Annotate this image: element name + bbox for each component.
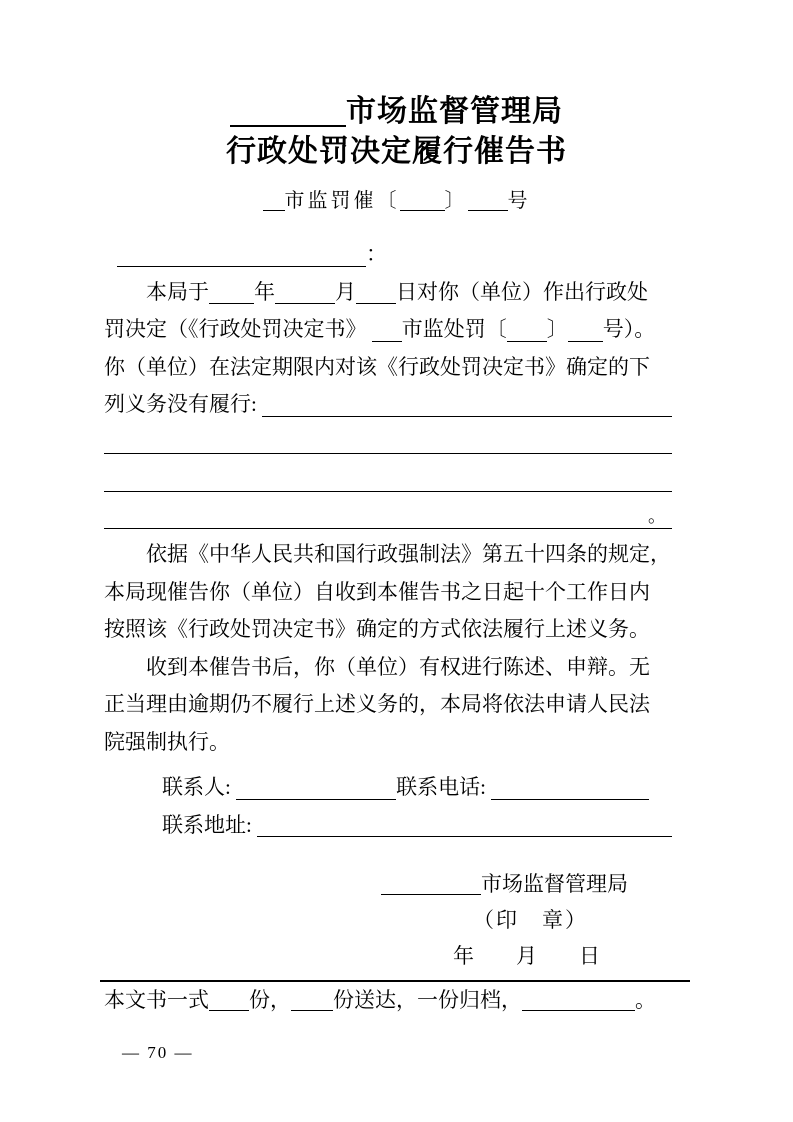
text-segment: 市场监督管理局 <box>481 872 628 896</box>
text-line <box>104 274 672 312</box>
text-segment: 罚决定（《行政处罚决定书》 <box>104 317 372 341</box>
paragraph-penalty-decision <box>104 274 672 424</box>
text-line <box>104 574 672 612</box>
paragraph-indent <box>104 649 146 687</box>
document-body <box>104 236 672 1064</box>
title-line-doc-type <box>0 132 793 172</box>
text-segment: 收到本催告书后，你（单位）有权进行陈述、申辩。无 <box>146 654 650 679</box>
text-segment: 联系人: <box>162 775 237 799</box>
paragraph-indent <box>104 274 146 312</box>
addressee-salutation <box>104 236 672 274</box>
text-line <box>104 424 672 462</box>
paragraph-indent <box>104 536 146 574</box>
text-segment: 月 <box>335 279 356 304</box>
fill-in-blank[interactable] <box>263 188 285 211</box>
fill-in-blank[interactable] <box>522 984 635 1011</box>
fill-in-blank[interactable] <box>507 311 547 342</box>
fill-in-blank[interactable] <box>104 424 672 455</box>
fill-in-blank[interactable] <box>236 769 396 800</box>
fill-in-blank[interactable] <box>104 499 672 530</box>
text-segment: 联系地址: <box>162 812 258 837</box>
text-line <box>104 984 672 1016</box>
text-line <box>104 499 672 537</box>
text-line <box>162 807 672 845</box>
text-line <box>104 311 672 349</box>
text-segment: 列义务没有履行: <box>104 392 263 416</box>
text-segment: 份送达，一份归档， <box>333 988 522 1012</box>
text-segment: 〕 <box>444 190 468 212</box>
text-line <box>104 386 672 424</box>
fill-in-blank[interactable] <box>381 866 481 895</box>
text-line <box>104 724 672 762</box>
paragraph-rights-notice <box>104 649 672 762</box>
fill-in-blank[interactable] <box>117 236 366 267</box>
fill-in-blank[interactable] <box>291 984 333 1011</box>
text-segment: 本局现催告你（单位）自收到本催告书之日起十个工作日内 <box>104 579 650 604</box>
fill-in-blank[interactable] <box>491 769 649 800</box>
text-segment: ： <box>366 242 387 266</box>
text-line <box>0 188 793 214</box>
text-segment: 本文书一式 <box>104 988 209 1012</box>
text-segment: 年 <box>254 279 275 304</box>
text-line <box>104 686 672 724</box>
ruled-lines <box>104 424 672 537</box>
fill-in-blank[interactable] <box>209 274 254 305</box>
text-line <box>104 536 672 574</box>
text-line <box>104 461 672 499</box>
text-segment: 市监罚催〔 <box>284 190 400 212</box>
fill-in-blank[interactable] <box>209 984 249 1011</box>
title-text: 行政处罚决定履行催告书 <box>226 135 567 168</box>
text-line <box>104 649 672 687</box>
fill-in-blank[interactable] <box>372 311 402 342</box>
text-line <box>117 236 672 274</box>
text-segment: 日对你（单位）作出行政处 <box>396 279 648 304</box>
fill-in-blank[interactable] <box>568 311 603 342</box>
text-segment: 。 <box>635 988 656 1012</box>
text-line <box>104 866 628 902</box>
text-segment: 份， <box>249 988 291 1012</box>
fill-in-blank[interactable] <box>400 188 445 211</box>
fill-in-blank[interactable] <box>356 274 396 305</box>
unfulfilled-obligations-blank-area <box>104 424 672 537</box>
text-line <box>0 92 793 132</box>
text-line <box>162 769 672 807</box>
separator-rule <box>100 980 690 982</box>
text-segment: 你（单位）在法定期限内对该《行政处罚决定书》确定的下 <box>104 354 650 379</box>
fill-in-blank[interactable] <box>275 274 335 305</box>
text-segment: 市场监督管理局 <box>346 95 563 128</box>
text-segment: 本局于 <box>146 279 209 304</box>
text-line <box>104 611 672 649</box>
trailing-period: 。 <box>648 506 666 526</box>
fill-in-blank[interactable] <box>262 386 672 417</box>
text-segment: 市监处罚〔 <box>401 317 507 341</box>
paragraph-legal-basis <box>104 536 672 649</box>
text-segment: 按照该《行政处罚决定书》确定的方式依法履行上述义务。 <box>104 617 650 641</box>
copies-note <box>104 984 672 1016</box>
document-title <box>0 92 793 172</box>
text-segment: （印 章） <box>473 908 588 932</box>
signature-block <box>104 866 672 974</box>
text-segment: 年 月 日 <box>453 944 600 968</box>
page-number: — 70 — <box>122 1043 194 1062</box>
contact-info-block <box>104 769 672 844</box>
fill-in-blank[interactable] <box>104 461 672 492</box>
text-line <box>104 902 588 938</box>
text-segment: 联系电话: <box>396 775 492 799</box>
document-number <box>0 188 793 214</box>
text-line <box>104 938 600 974</box>
text-segment: 〕 <box>546 317 568 341</box>
text-segment: 依据《中华人民共和国行政强制法》第五十四条的规定， <box>146 542 671 566</box>
fill-in-blank[interactable] <box>468 188 508 211</box>
text-segment: 号）。 <box>602 317 656 341</box>
title-line-authority <box>0 92 793 132</box>
fill-in-blank[interactable] <box>230 92 346 127</box>
fill-in-blank[interactable] <box>257 807 672 838</box>
text-segment: 院强制执行。 <box>104 729 230 754</box>
text-segment: 正当理由逾期仍不履行上述义务的，本局将依法申请人民法 <box>104 692 650 716</box>
text-segment: 号 <box>507 190 531 212</box>
text-line <box>104 349 672 387</box>
